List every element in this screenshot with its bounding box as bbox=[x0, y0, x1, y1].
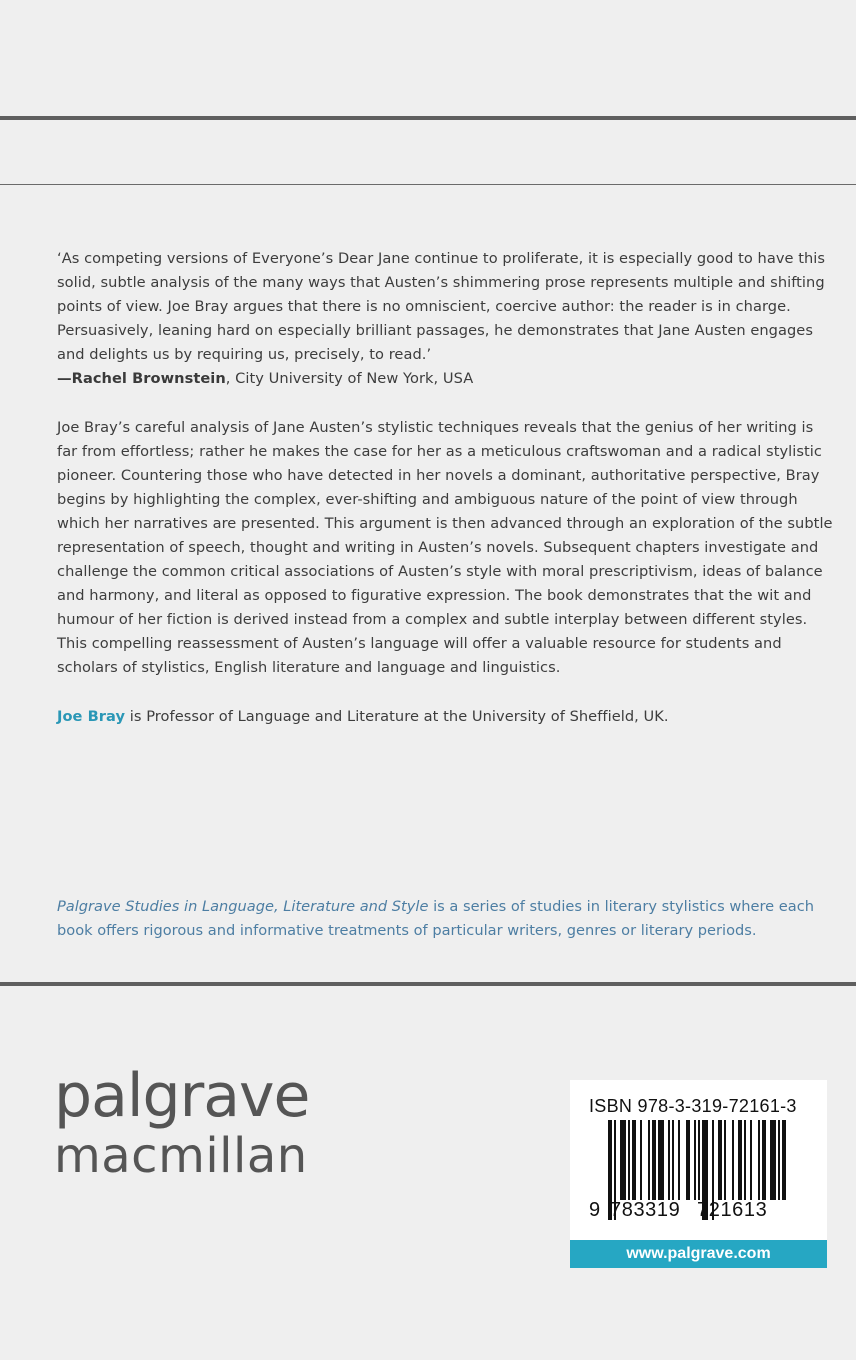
top-thin-rule bbox=[0, 184, 856, 185]
barcode-bar bbox=[732, 1120, 734, 1200]
attribution-dash: — bbox=[57, 370, 72, 387]
attribution-name: Rachel Brownstein bbox=[71, 370, 226, 387]
top-thick-rule bbox=[0, 116, 856, 120]
barcode-bar bbox=[628, 1120, 630, 1200]
barcode-bar bbox=[738, 1120, 742, 1200]
series-text: is a series of studies in literary stylistics where each book offers rigorous and informative treatments of particular writers, genres or literary periods. bbox=[57, 898, 814, 939]
barcode-bar bbox=[648, 1120, 650, 1200]
barcode-digits-group1: 783319 bbox=[610, 1199, 681, 1221]
endorsement-quote bbox=[57, 247, 837, 391]
barcode-bar bbox=[762, 1120, 766, 1200]
publisher-logo bbox=[54, 1061, 310, 1184]
attribution-affiliation: , City University of New York, USA bbox=[225, 370, 474, 387]
book-description bbox=[57, 416, 837, 680]
barcode-bar bbox=[672, 1120, 674, 1200]
barcode-bar bbox=[750, 1120, 752, 1200]
barcode-bar bbox=[778, 1120, 780, 1200]
barcode-graphic bbox=[570, 1080, 827, 1240]
author-bio bbox=[57, 705, 837, 729]
logo-line-palgrave: palgrave bbox=[54, 1061, 310, 1131]
barcode-bar bbox=[770, 1120, 776, 1200]
barcode-bar bbox=[632, 1120, 636, 1200]
barcode-bar bbox=[640, 1120, 642, 1200]
barcode-bar bbox=[744, 1120, 746, 1200]
barcode-bar bbox=[724, 1120, 726, 1200]
series-title: Palgrave Studies in Language, Literature and Style bbox=[57, 898, 429, 915]
barcode-lead-digit: 9 bbox=[589, 1199, 601, 1221]
barcode-bar bbox=[718, 1120, 722, 1200]
description-text: Joe Bray’s careful analysis of Jane Austen’s stylistic techniques reveals that the genius of her writing is far from effortless; rather he makes the case for her as a meticulous craftswoman and a radical stylistic pioneer. Countering those who have detected in her novels a dominant, authoritative perspective, Bray begins by highlighting the complex, ever-shifting and ambiguous nature of the point of view through which her narratives are presented. This argument is then advanced through an exploration of the subtle representation of speech, thought and writing in Austen’s novels. Subsequent chapters investigate and challenge the common critical associations of Austen’s style with moral prescriptivism, ideas of balance and harmony, and literal as opposed to figurative expression. The book demonstrates that the wit and humour of her fiction is derived instead from a complex and subtle interplay between different styles. This compelling reassessment of Austen’s language will offer a valuable resource for students and scholars of stylistics, English literature and language and linguistics. bbox=[57, 419, 833, 676]
barcode-bar bbox=[678, 1120, 680, 1200]
logo-line-macmillan: macmillan bbox=[54, 1128, 308, 1184]
barcode-bar bbox=[686, 1120, 690, 1200]
isbn-label: ISBN 978-3-319-72161-3 bbox=[589, 1096, 797, 1116]
barcode-bar bbox=[758, 1120, 760, 1200]
isbn-barcode-box bbox=[570, 1080, 827, 1240]
barcode-bar bbox=[658, 1120, 664, 1200]
author-name: Joe Bray bbox=[57, 708, 126, 725]
series-note bbox=[57, 895, 837, 943]
barcode-bar bbox=[698, 1120, 700, 1200]
barcode-digits-group2: 721613 bbox=[697, 1199, 768, 1221]
website-url: www.palgrave.com bbox=[570, 1240, 827, 1268]
barcode-bar bbox=[668, 1120, 670, 1200]
barcode-bar bbox=[782, 1120, 786, 1200]
author-bio-text: is Professor of Language and Literature at the University of Sheffield, UK. bbox=[125, 708, 669, 725]
barcode-bar bbox=[620, 1120, 626, 1200]
quote-text: ‘As competing versions of Everyone’s Dear Jane continue to proliferate, it is especially good to have this solid, subtle analysis of the many ways that Austen’s shimmering prose represents multiple and shifting points of view. Joe Bray argues that there is no omniscient, coercive author: the reader is in charge. Persuasively, leaning hard on especially brilliant passages, he demonstrates that Jane Austen engages and delights us by requiring us, precisely, to read.’ bbox=[57, 250, 826, 363]
bottom-thick-rule bbox=[0, 982, 856, 986]
barcode-bar bbox=[652, 1120, 656, 1200]
barcode-bar bbox=[694, 1120, 696, 1200]
quote-attribution bbox=[57, 367, 837, 391]
